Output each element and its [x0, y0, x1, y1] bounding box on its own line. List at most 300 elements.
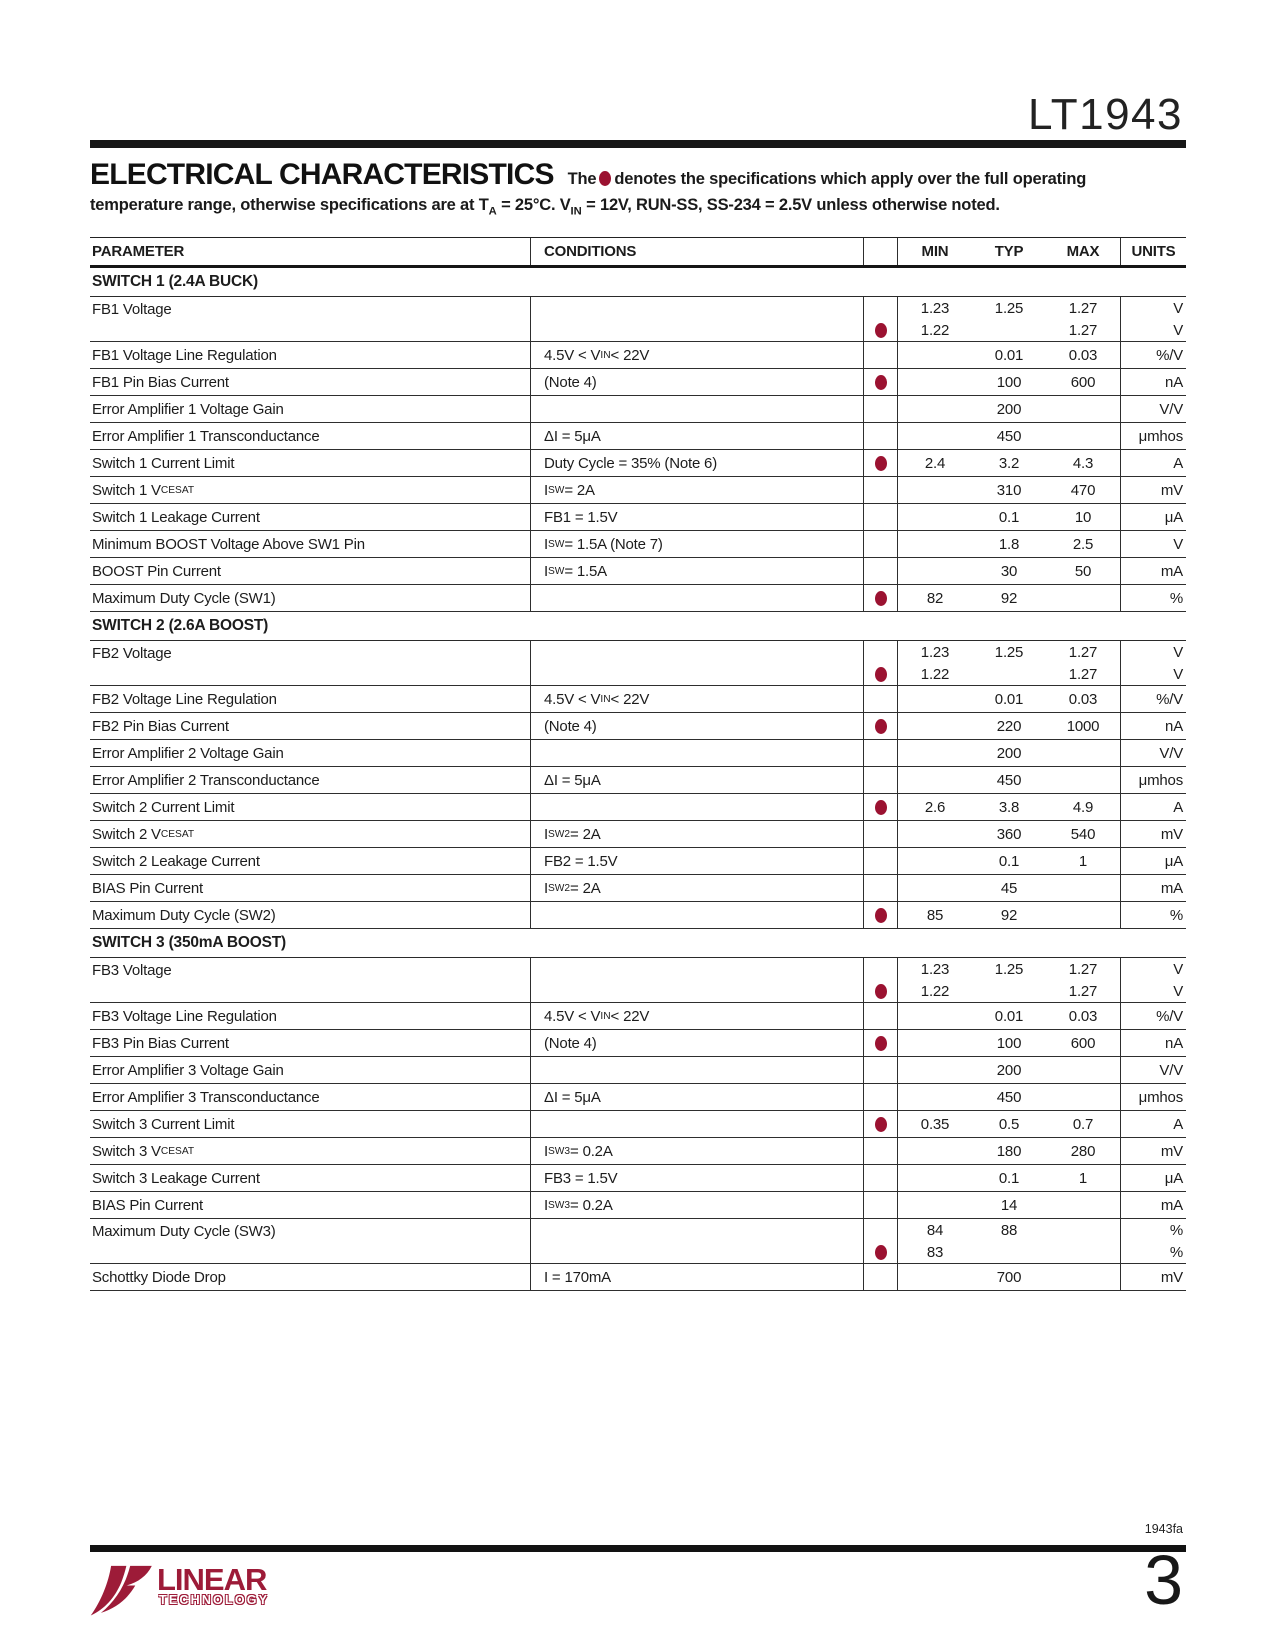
conditions-cell: I = 170mA: [530, 1264, 863, 1290]
max-value: 0.03: [1068, 346, 1098, 364]
unit-value: V: [1173, 535, 1183, 553]
spec-dot-column: [863, 1057, 898, 1083]
conditions-cell: (Note 4): [530, 1030, 863, 1056]
typ-value: 3.2: [998, 454, 1020, 472]
unit-value: mV: [1160, 825, 1183, 843]
typ-value: 180: [996, 1142, 1022, 1160]
unit-value: V/V: [1159, 744, 1183, 762]
min-typ-max-cell: [898, 558, 1120, 584]
conditions-cell: [530, 1219, 863, 1263]
spec-dot-column: [863, 794, 898, 820]
unit-value: V: [1173, 665, 1183, 683]
col-header-typ: TYP: [994, 243, 1024, 260]
max-value: 1.27: [1068, 321, 1098, 339]
unit-value: %: [1169, 1221, 1183, 1239]
conditions-cell: [530, 297, 863, 341]
section-title: ELECTRICAL CHARACTERISTICS: [90, 158, 554, 191]
conditions-cell: 4.5V < V IN < 22V: [530, 342, 863, 368]
value-line: [898, 1194, 1120, 1216]
min-value: 1.23: [920, 960, 950, 978]
spec-dot-column: [863, 1111, 898, 1137]
min-typ-max-cell: [898, 1030, 1120, 1056]
min-typ-max-cell: [898, 396, 1120, 422]
parameter-cell: Switch 1 Current Limit: [92, 454, 235, 472]
spec-dot-slot: [864, 877, 897, 899]
spec-dot-column: [863, 369, 898, 395]
table-row: [90, 396, 1186, 423]
value-line: [898, 769, 1120, 791]
spec-dot-icon: [875, 984, 887, 999]
table-row: [90, 1084, 1186, 1111]
parameter-cell: Maximum Duty Cycle (SW1): [92, 589, 276, 607]
spec-dot-column: [863, 477, 898, 503]
typ-value: 220: [996, 717, 1022, 735]
conditions-cell: [530, 585, 863, 611]
header-rule: [90, 140, 1186, 148]
spec-dot-column: [863, 740, 898, 766]
min-typ-max-cell: [898, 875, 1120, 901]
typ-value: 45: [1000, 879, 1018, 897]
conditions-cell: I SW2 = 2A: [530, 875, 863, 901]
parameter-cell: FB2 Voltage: [92, 645, 172, 662]
unit-value: A: [1173, 454, 1183, 472]
parameter-cell: Switch 3 V CESAT: [92, 1142, 195, 1160]
unit-value: mV: [1160, 481, 1183, 499]
spec-dot-slot: [864, 850, 897, 872]
units-cell: [1120, 902, 1186, 928]
table-row: [90, 1264, 1186, 1291]
table-row: [90, 1138, 1186, 1165]
value-line: [898, 1241, 1120, 1263]
parameter-cell: FB1 Pin Bias Current: [92, 373, 229, 391]
spec-dot-slot: [864, 297, 897, 319]
parameter-cell: FB1 Voltage Line Regulation: [92, 346, 277, 364]
spec-dot-slot: [864, 1086, 897, 1108]
units-cell: [1120, 875, 1186, 901]
value-line: [898, 850, 1120, 872]
value-line: [898, 1266, 1120, 1288]
min-typ-max-cell: [898, 740, 1120, 766]
unit-value: mA: [1160, 562, 1183, 580]
spec-dot-column: [863, 558, 898, 584]
units-cell: [1120, 821, 1186, 847]
max-value: 4.3: [1072, 454, 1094, 472]
value-line: [898, 506, 1120, 528]
units-cell: [1120, 585, 1186, 611]
units-cell: [1120, 342, 1186, 368]
units-cell: [1120, 1057, 1186, 1083]
unit-value: mA: [1160, 1196, 1183, 1214]
spec-dot-slot: [864, 398, 897, 420]
max-value: 1.27: [1068, 665, 1098, 683]
max-value: 1000: [1066, 717, 1100, 735]
table-row: [90, 1111, 1186, 1138]
typ-value: 200: [996, 744, 1022, 762]
unit-value: %/V: [1156, 1007, 1183, 1025]
min-value: 85: [926, 906, 944, 924]
spec-dot-icon: [875, 1245, 887, 1260]
spec-dot-slot: [864, 1241, 897, 1263]
spec-dot-column: [863, 423, 898, 449]
table-row: [90, 1192, 1186, 1219]
spec-dot-slot: [864, 823, 897, 845]
table-row: [90, 794, 1186, 821]
unit-value: μA: [1164, 852, 1183, 870]
parameter-cell: Switch 3 Leakage Current: [92, 1169, 260, 1187]
conditions-cell: [530, 958, 863, 1002]
min-typ-max-cell: [898, 504, 1120, 530]
spec-dot-column: [863, 902, 898, 928]
max-value: 50: [1074, 562, 1092, 580]
max-value: 4.9: [1072, 798, 1094, 816]
units-cell: [1120, 1111, 1186, 1137]
unit-value: %: [1169, 589, 1183, 607]
units-cell: [1120, 558, 1186, 584]
table-row: [90, 1057, 1186, 1084]
spec-dot-column: [863, 1084, 898, 1110]
typ-value: 0.1: [998, 852, 1020, 870]
spec-table: [90, 237, 1186, 1291]
parameter-cell: Maximum Duty Cycle (SW3): [92, 1223, 276, 1240]
spec-dot-column: [863, 297, 898, 341]
logo-subname: TECHNOLOGY: [159, 1593, 270, 1607]
parameter-cell: Error Amplifier 3 Transconductance: [92, 1088, 320, 1106]
units-cell: [1120, 396, 1186, 422]
min-typ-max-cell: [898, 1192, 1120, 1218]
spec-dot-icon: [875, 375, 887, 390]
spec-dot-column: [863, 342, 898, 368]
min-value: 1.22: [920, 982, 950, 1000]
unit-value: mV: [1160, 1142, 1183, 1160]
col-header-parameter: PARAMETER: [92, 243, 185, 260]
max-value: 600: [1070, 1034, 1096, 1052]
conditions-cell: I SW = 1.5A (Note 7): [530, 531, 863, 557]
parameter-cell: Switch 1 V CESAT: [92, 481, 195, 499]
spec-dot-slot: [864, 479, 897, 501]
parameter-cell: BIAS Pin Current: [92, 879, 204, 897]
max-value: 0.03: [1068, 1007, 1098, 1025]
value-line: [898, 877, 1120, 899]
parameter-cell: Maximum Duty Cycle (SW2): [92, 906, 276, 924]
parameter-cell: Error Amplifier 3 Voltage Gain: [92, 1061, 284, 1079]
min-typ-max-cell: [898, 585, 1120, 611]
table-row: [90, 504, 1186, 531]
max-value: 280: [1070, 1142, 1096, 1160]
spec-dot-icon: [875, 719, 887, 734]
min-typ-max-cell: [898, 1003, 1120, 1029]
min-typ-max-cell: [898, 1165, 1120, 1191]
parameter-cell: Switch 3 Current Limit: [92, 1115, 235, 1133]
table-row: [90, 1003, 1186, 1030]
spec-dot-column: [863, 821, 898, 847]
conditions-cell: [530, 1057, 863, 1083]
max-value: 1: [1078, 852, 1088, 870]
spec-dot-slot: [864, 769, 897, 791]
typ-value: 30: [1000, 562, 1018, 580]
typ-value: 92: [1000, 589, 1018, 607]
value-line: [898, 1086, 1120, 1108]
min-typ-max-cell: [898, 477, 1120, 503]
min-typ-max-cell: [898, 423, 1120, 449]
part-number: LT1943: [1028, 90, 1183, 139]
min-typ-max-cell: [898, 369, 1120, 395]
spec-dot-slot: [864, 1140, 897, 1162]
max-value: 540: [1070, 825, 1096, 843]
max-value: 470: [1070, 481, 1096, 499]
typ-value: 200: [996, 400, 1022, 418]
max-value: 600: [1070, 373, 1096, 391]
value-line: [898, 425, 1120, 447]
min-value: 84: [926, 1221, 944, 1239]
table-row: [90, 740, 1186, 767]
spec-dot-column: [863, 1264, 898, 1290]
spec-dot-icon: [875, 323, 887, 338]
value-line: [898, 980, 1120, 1002]
table-row: [90, 297, 1186, 342]
typ-value: 0.01: [994, 690, 1024, 708]
value-line: [898, 297, 1120, 319]
value-line: [898, 823, 1120, 845]
units-cell: [1120, 1003, 1186, 1029]
col-header-max: MAX: [1066, 243, 1100, 260]
typ-value: 1.25: [994, 960, 1024, 978]
spec-dot-icon: [875, 908, 887, 923]
col-header-dot: [863, 238, 898, 265]
min-typ-max-cell: [898, 297, 1120, 341]
min-value: 82: [926, 589, 944, 607]
value-line: [898, 452, 1120, 474]
typ-value: 0.5: [998, 1115, 1020, 1133]
spec-dot-column: [863, 641, 898, 685]
spec-dot-slot: [864, 742, 897, 764]
min-typ-max-cell: [898, 767, 1120, 793]
spec-dot-slot: [864, 587, 897, 609]
min-typ-max-cell: [898, 531, 1120, 557]
spec-dot-column: [863, 848, 898, 874]
spec-dot-slot: [864, 980, 897, 1002]
table-row: [90, 821, 1186, 848]
table-row: [90, 477, 1186, 504]
linear-technology-logo: [88, 1562, 269, 1618]
parameter-cell: FB3 Voltage Line Regulation: [92, 1007, 277, 1025]
intro-line-2: temperature range, otherwise specifications are at $T_A = 25^\circ C$. $V_{IN} = 12V$, RUN-SS, SS-234 = 2.5V unless otherwise noted.: [90, 196, 1000, 218]
spec-dot-icon: [875, 1117, 887, 1132]
max-value: 10: [1074, 508, 1092, 526]
value-line: [898, 688, 1120, 710]
section-header-row: SWITCH 3 (350mA BOOST): [90, 929, 1186, 958]
spec-dot-slot: [864, 663, 897, 685]
min-typ-max-cell: [898, 641, 1120, 685]
typ-value: 0.01: [994, 346, 1024, 364]
conditions-cell: ΔI = 5μA: [530, 767, 863, 793]
unit-value: V/V: [1159, 1061, 1183, 1079]
conditions-cell: (Note 4): [530, 369, 863, 395]
min-value: 1.22: [920, 321, 950, 339]
value-line: [898, 1032, 1120, 1054]
typ-value: 450: [996, 427, 1022, 445]
table-row: [90, 875, 1186, 902]
intro-line-1: The denotes the specifications which apply over the full operating: [567, 170, 1087, 188]
spec-dot-slot: [864, 1005, 897, 1027]
spec-dot-slot: [864, 1167, 897, 1189]
units-cell: [1120, 1219, 1186, 1263]
table-row: [90, 767, 1186, 794]
value-line: [898, 663, 1120, 685]
conditions-cell: I SW3 = 0.2A: [530, 1138, 863, 1164]
value-line: [898, 319, 1120, 341]
parameter-cell: Switch 2 Current Limit: [92, 798, 235, 816]
spec-dot-slot: [864, 344, 897, 366]
value-line: [898, 1140, 1120, 1162]
table-row: [90, 1219, 1186, 1264]
parameter-cell: Error Amplifier 2 Transconductance: [92, 771, 320, 789]
conditions-cell: [530, 740, 863, 766]
units-cell: [1120, 423, 1186, 449]
min-typ-max-cell: [898, 958, 1120, 1002]
conditions-cell: [530, 902, 863, 928]
table-row: [90, 1030, 1186, 1057]
max-value: 0.03: [1068, 690, 1098, 708]
table-row: [90, 369, 1186, 396]
min-typ-max-cell: [898, 1057, 1120, 1083]
unit-value: μmhos: [1138, 1088, 1183, 1106]
typ-value: 3.8: [998, 798, 1020, 816]
parameter-cell: Error Amplifier 1 Voltage Gain: [92, 400, 284, 418]
conditions-cell: I SW = 1.5A: [530, 558, 863, 584]
spec-dot-slot: [864, 904, 897, 926]
unit-value: V/V: [1159, 400, 1183, 418]
spec-dot-column: [863, 504, 898, 530]
lt-logo-mark: [88, 1562, 152, 1618]
spec-dot-column: [863, 958, 898, 1002]
unit-value: %: [1169, 906, 1183, 924]
unit-value: V: [1173, 321, 1183, 339]
typ-value: 100: [996, 373, 1022, 391]
typ-value: 1.8: [998, 535, 1020, 553]
spec-dot-column: [863, 396, 898, 422]
units-cell: [1120, 1165, 1186, 1191]
conditions-cell: 4.5V < V IN < 22V: [530, 686, 863, 712]
col-header-min: MIN: [921, 243, 949, 260]
unit-value: A: [1173, 798, 1183, 816]
min-typ-max-cell: [898, 342, 1120, 368]
units-cell: [1120, 767, 1186, 793]
units-cell: [1120, 1264, 1186, 1290]
spec-dot-column: [863, 1030, 898, 1056]
spec-dot-slot: [864, 425, 897, 447]
min-value: 2.6: [924, 798, 946, 816]
unit-value: μA: [1164, 1169, 1183, 1187]
min-typ-max-cell: [898, 1138, 1120, 1164]
spec-dot-slot: [864, 1032, 897, 1054]
unit-value: nA: [1165, 1034, 1183, 1052]
min-typ-max-cell: [898, 1084, 1120, 1110]
value-line: [898, 479, 1120, 501]
value-line: [898, 958, 1120, 980]
parameter-cell: FB3 Voltage: [92, 962, 172, 979]
table-row: [90, 958, 1186, 1003]
max-value: 1: [1078, 1169, 1088, 1187]
min-typ-max-cell: [898, 848, 1120, 874]
parameter-cell: Schottky Diode Drop: [92, 1268, 226, 1286]
conditions-cell: FB3 = 1.5V: [530, 1165, 863, 1191]
units-cell: [1120, 713, 1186, 739]
spec-dot-slot: [864, 1113, 897, 1135]
typ-value: 360: [996, 825, 1022, 843]
conditions-cell: [530, 396, 863, 422]
min-value: 83: [926, 1243, 944, 1261]
spec-dot-slot: [864, 533, 897, 555]
conditions-cell: ΔI = 5μA: [530, 423, 863, 449]
value-line: [898, 371, 1120, 393]
units-cell: [1120, 686, 1186, 712]
units-cell: [1120, 794, 1186, 820]
units-cell: [1120, 958, 1186, 1002]
value-line: [898, 587, 1120, 609]
unit-value: V: [1173, 643, 1183, 661]
value-line: [898, 1113, 1120, 1135]
unit-value: μmhos: [1138, 771, 1183, 789]
table-row: [90, 450, 1186, 477]
value-line: [898, 904, 1120, 926]
spec-dot-slot: [864, 688, 897, 710]
unit-value: μA: [1164, 508, 1183, 526]
spec-dot-icon: [875, 456, 887, 471]
value-line: [898, 1167, 1120, 1189]
units-cell: [1120, 369, 1186, 395]
spec-dot-slot: [864, 958, 897, 980]
parameter-cell: FB1 Voltage: [92, 301, 172, 318]
value-line: [898, 344, 1120, 366]
min-typ-max-cell: [898, 1264, 1120, 1290]
spec-dot-column: [863, 1138, 898, 1164]
spec-dot-slot: [864, 1059, 897, 1081]
table-row: [90, 713, 1186, 740]
max-value: 2.5: [1072, 535, 1094, 553]
unit-value: %/V: [1156, 690, 1183, 708]
value-line: [898, 715, 1120, 737]
units-cell: [1120, 1030, 1186, 1056]
max-value: 1.27: [1068, 982, 1098, 1000]
units-cell: [1120, 477, 1186, 503]
unit-value: mA: [1160, 879, 1183, 897]
min-value: 1.23: [920, 299, 950, 317]
value-line: [898, 1219, 1120, 1241]
table-row: [90, 585, 1186, 612]
spec-dot-column: [863, 767, 898, 793]
spec-dot-icon: [875, 800, 887, 815]
typ-value: 100: [996, 1034, 1022, 1052]
conditions-cell: FB2 = 1.5V: [530, 848, 863, 874]
unit-value: A: [1173, 1115, 1183, 1133]
spec-dot-slot: [864, 641, 897, 663]
table-row: [90, 423, 1186, 450]
spec-dot-icon: [875, 1036, 887, 1051]
conditions-cell: [530, 1111, 863, 1137]
typ-value: 450: [996, 1088, 1022, 1106]
conditions-cell: 4.5V < V IN < 22V: [530, 1003, 863, 1029]
typ-value: 14: [1000, 1196, 1018, 1214]
unit-value: V: [1173, 960, 1183, 978]
units-cell: [1120, 1192, 1186, 1218]
units-cell: [1120, 641, 1186, 685]
table-row: [90, 902, 1186, 929]
max-value: 1.27: [1068, 299, 1098, 317]
col-header-min-typ-max: [898, 238, 1120, 265]
typ-value: 200: [996, 1061, 1022, 1079]
unit-value: μmhos: [1138, 427, 1183, 445]
spec-dot-icon: [875, 591, 887, 606]
